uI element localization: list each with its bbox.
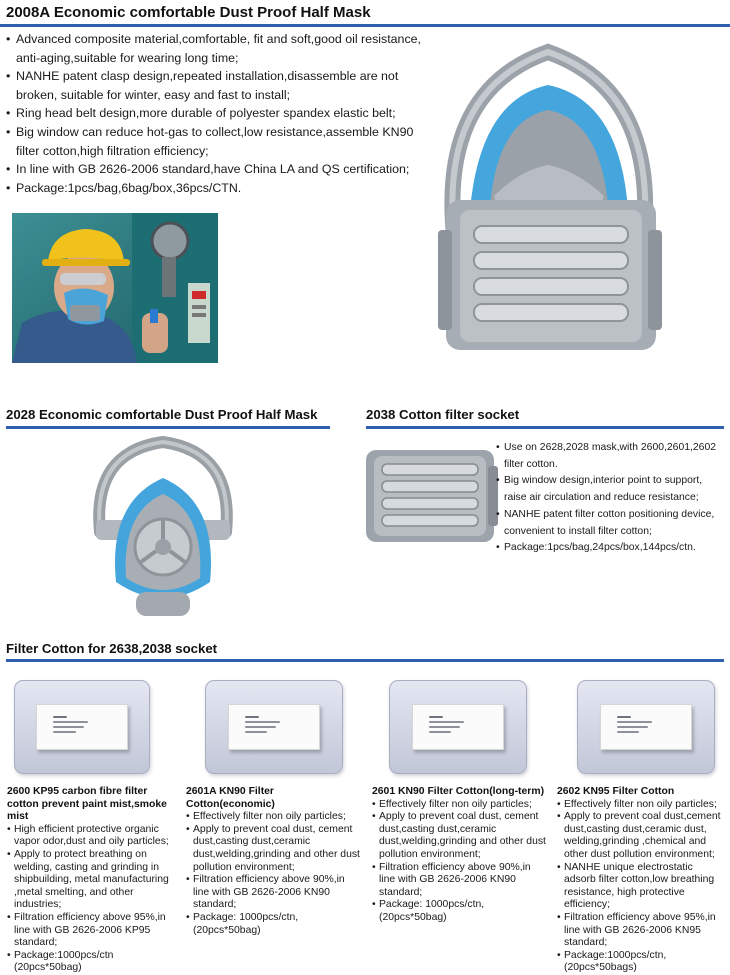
filter-2601-image [389,680,527,774]
filter-socket-2038-image [364,446,500,546]
feature-item: • Filtration efficiency above 90%,in line with GB 2626-2006 KN90 standard; [186,874,362,912]
filter-2601a-column [186,786,362,937]
product-2008a-feature-list [6,30,426,197]
section-divider-2028 [6,426,330,429]
feature-item: • Big window design,interior point to support, raise air circulation and reduce resistance; [496,473,726,506]
feature-item: • Package:1000pcs/ctn,(20pcs*50bags) [557,950,727,975]
filter-2601a-title: 2601A KN90 Filter Cotton(economic) [186,786,275,810]
feature-item: • Package: 1000pcs/ctn,(20pcs*50bag) [372,899,548,924]
product-2038-feature-list [496,440,726,557]
feature-item: • Package:1000pcs/ctn (20pcs*50bag) [7,950,179,975]
pad-print-marks [617,716,667,731]
feature-item: • NANHE patent filter cotton positioning device, convenient to install filter cotton; [496,507,726,540]
filter-2602-image [577,680,715,774]
feature-item: • Filtration efficiency above 90%,in line with GB 2626-2006 KN90 standard; [372,862,548,900]
product-2008a-title: 2008A Economic comfortable Dust Proof Half Mask [6,4,371,21]
filter-2602-column [557,786,727,975]
filter-2601a-image [205,680,343,774]
feature-item: • Effectively filter non oily particles; [372,799,548,812]
feature-item: • Package: 1000pcs/ctn,(20pcs*50bag) [186,912,362,937]
feature-item: • NANHE unique electrostatic adsorb filter cotton,low breathing resistance, high protective efficiency; [557,862,727,912]
feature-item: • Effectively filter non oily particles; [557,799,727,812]
feature-item: • Apply to prevent coal dust, cement dust,casting dust,ceramic dust,welding,grinding and other dust pollution environment; [372,811,548,861]
feature-item: • In line with GB 2626-2006 standard,have China LA and QS certification; [6,160,426,179]
pad-print-marks [53,716,102,731]
filter-2600-image [14,680,150,774]
feature-item: • Filtration efficiency above 95%,in line with GB 2626-2006 KN95 standard; [557,912,727,950]
section-divider-filter [6,659,724,662]
pad-print-marks [245,716,295,731]
filter-2601a-feature-list [186,811,362,937]
filter-pad [600,704,693,750]
filter-2601-title: 2601 KN90 Filter Cotton(long-term) [372,786,545,797]
section-divider-2038 [366,426,724,429]
feature-item: • High efficient protective organic vapor odor,dust and oily particles; [7,824,179,849]
section-divider-2008a [0,24,730,27]
mask-2008a-product-image [420,30,680,360]
feature-item: • Filtration efficiency above 95%,in line with GB 2626-2006 KP95 standard; [7,912,179,950]
feature-item: • Big window can reduce hot-gas to collect,low resistance,assemble KN90 filter cotton,high filtration efficiency; [6,123,426,160]
feature-item: • Package:1pcs/bag,24pcs/box,144pcs/ctn. [496,540,726,557]
filter-2601-feature-list [372,799,548,925]
feature-item: • Apply to protect breathing on welding, casting and grinding in shipbuilding, metal manufacturing ,metal smelting, and other industries; [7,849,179,912]
filter-pad [36,704,127,750]
filter-2602-title: 2602 KN95 Filter Cotton [557,786,675,797]
feature-item: • Use on 2628,2028 mask,with 2600,2601,2602 filter cotton. [496,440,726,473]
filter-2600-feature-list [7,824,179,975]
mask-2028-product-image [88,432,238,622]
feature-item: • Ring head belt design,more durable of polyester spandex elastic belt; [6,104,426,123]
pad-print-marks [429,716,479,731]
filter-pad [228,704,321,750]
filter-2600-column [7,786,179,975]
feature-item: • Advanced composite material,comfortable, fit and soft,good oil resistance, anti-aging,suitable for wearing long time; [6,30,426,67]
product-2038-title: 2038 Cotton filter socket [366,407,520,422]
filter-2602-feature-list [557,799,727,975]
feature-item: • Apply to prevent coal dust, cement dust,casting dust,ceramic dust,welding,grinding and other dust pollution environment; [186,824,362,874]
filter-pad [412,704,505,750]
feature-item: • Effectively filter non oily particles; [186,811,362,824]
feature-item: • NANHE patent clasp design,repeated installation,disassemble are not broken, suitable for winter, easy and fast to install; [6,67,426,104]
filter-2601-column [372,786,548,925]
filter-2600-title: 2600 KP95 carbon fibre filter cotton prevent paint mist,smoke mist [7,786,167,823]
filter-section-title: Filter Cotton for 2638,2038 socket [6,641,218,656]
worker-wearing-mask-photo [12,213,218,363]
feature-item: • Apply to prevent coal dust,cement dust,casting dust,ceramic dust, welding,grinding ,chemical and other dust pollution environment; [557,811,727,861]
feature-item: • Package:1pcs/bag,6bag/box,36pcs/CTN. [6,179,426,198]
product-2028-title: 2028 Economic comfortable Dust Proof Half Mask [6,407,318,422]
